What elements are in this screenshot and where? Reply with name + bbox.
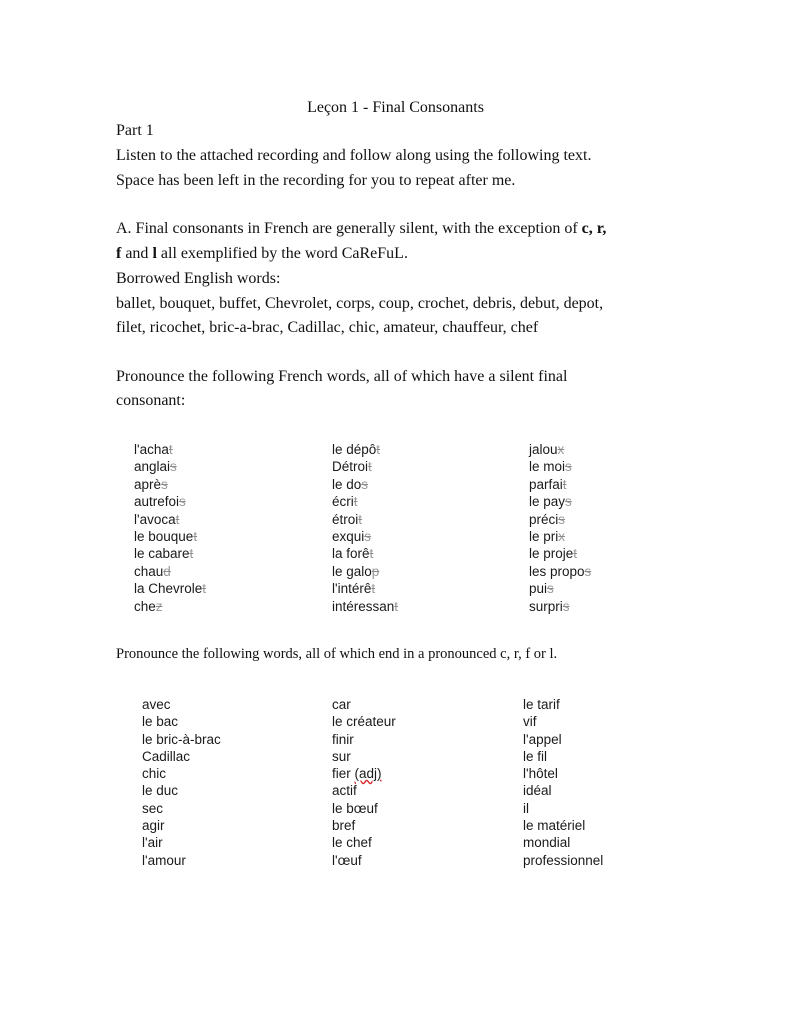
careful-text: all exemplified by the word CaReFuL. bbox=[156, 245, 408, 262]
part-label: Part 1 bbox=[116, 122, 154, 139]
and-text: and bbox=[121, 245, 153, 262]
intro-line-2: Space has been left in the recording for you to repeat after me. bbox=[116, 172, 516, 189]
section-a-bold-letters: c, r, bbox=[581, 220, 607, 237]
bold-f: f bbox=[116, 245, 122, 262]
pronounced-word: le bœuf bbox=[332, 800, 378, 816]
pronounced-word: sec bbox=[142, 800, 164, 816]
silent-word: intéressant bbox=[332, 598, 399, 614]
pronounced-instruction: Pronounce the following words, all of which end in a pronounced c, r, f or l. bbox=[116, 646, 558, 662]
pronounced-word: mondial bbox=[523, 835, 571, 851]
silent-word: l'avocat bbox=[134, 511, 180, 527]
borrowed-list-line-2: filet, ricochet, bric-a-brac, Cadillac, chic, amateur, chauffeur, chef bbox=[116, 319, 539, 336]
silent-words-column-2 bbox=[332, 441, 398, 615]
silent-word: l'achat bbox=[134, 442, 173, 457]
pronounced-word: Cadillac bbox=[142, 748, 191, 764]
pronounced-words-column-2 bbox=[332, 696, 396, 869]
silent-word: anglais bbox=[134, 459, 177, 475]
silent-word: la forêt bbox=[332, 546, 374, 562]
pronounced-word: le créateur bbox=[332, 714, 396, 730]
pronounced-word: vif bbox=[523, 714, 537, 730]
pronounced-word: chic bbox=[142, 766, 167, 782]
silent-word: le dos bbox=[332, 476, 369, 492]
silent-word: chaud bbox=[134, 563, 171, 579]
silent-word: la Chevrolet bbox=[134, 581, 207, 597]
silent-word: chez bbox=[134, 598, 163, 614]
silent-word: étroit bbox=[332, 511, 363, 527]
pronounced-word: le fil bbox=[523, 748, 548, 764]
intro-line-1: Listen to the attached recording and follow along using the following text. bbox=[116, 147, 592, 164]
pronounced-word: l'œuf bbox=[332, 852, 362, 868]
silent-word: le galop bbox=[332, 563, 380, 579]
silent-word: Détroit bbox=[332, 459, 372, 475]
pronounced-word: professionnel bbox=[523, 852, 604, 868]
silent-words-column-3 bbox=[529, 441, 591, 615]
silent-word: précis bbox=[529, 511, 566, 527]
silent-word: le cabaret bbox=[134, 546, 194, 562]
silent-word: l'intérêt bbox=[332, 581, 376, 597]
silent-word: le dépôt bbox=[332, 442, 381, 457]
section-a-text: A. Final consonants in French are generally silent, with the exception of bbox=[116, 220, 582, 237]
silent-word: le mois bbox=[529, 459, 572, 475]
silent-word: les propos bbox=[529, 563, 592, 579]
page-title: Leçon 1 - Final Consonants bbox=[307, 99, 484, 116]
pronounced-word: finir bbox=[332, 731, 354, 747]
pronounced-word: avec bbox=[142, 697, 171, 712]
silent-word: exquis bbox=[332, 528, 372, 544]
section-a-line-1 bbox=[116, 216, 676, 241]
pronounced-word: car bbox=[332, 697, 351, 712]
silent-word: le prix bbox=[529, 528, 566, 544]
borrowed-heading: Borrowed English words: bbox=[116, 270, 281, 287]
silent-word: parfait bbox=[529, 476, 567, 492]
pronounced-word: le chef bbox=[332, 835, 372, 851]
pronounced-word: le tarif bbox=[523, 697, 560, 712]
pronounced-word: actif bbox=[332, 783, 357, 799]
silent-words-column-1 bbox=[134, 441, 206, 615]
pronounced-word: bref bbox=[332, 818, 356, 834]
borrowed-list-line-1: ballet, bouquet, buffet, Chevrolet, corps, coup, crochet, debris, debut, depot, bbox=[116, 295, 604, 312]
silent-instruction-line-2: consonant: bbox=[116, 392, 186, 409]
pronounced-word: il bbox=[523, 800, 529, 816]
silent-word: surpris bbox=[529, 598, 570, 614]
pronounced-word: le bric-à-brac bbox=[142, 731, 221, 747]
pronounced-word: le duc bbox=[142, 783, 179, 799]
pronounced-word: sur bbox=[332, 748, 351, 764]
silent-word: jaloux bbox=[529, 442, 565, 457]
silent-word: après bbox=[134, 476, 168, 492]
silent-word: le bouquet bbox=[134, 528, 198, 544]
pronounced-words-column-1 bbox=[142, 696, 221, 869]
silent-word: autrefois bbox=[134, 494, 186, 510]
pronounced-word: agir bbox=[142, 818, 165, 834]
pronounced-words-column-3 bbox=[523, 696, 603, 869]
bold-l: l bbox=[152, 245, 157, 262]
pronounced-word: idéal bbox=[523, 783, 552, 799]
pronounced-word: l'hôtel bbox=[523, 766, 558, 782]
silent-instruction-line-1: Pronounce the following French words, all of which have a silent final bbox=[116, 368, 568, 385]
pronounced-word: l'air bbox=[142, 835, 163, 851]
section-a-line-2 bbox=[116, 241, 676, 266]
silent-word: puis bbox=[529, 581, 554, 597]
silent-word: écrit bbox=[332, 494, 358, 510]
silent-word: le pays bbox=[529, 494, 572, 510]
pronounced-word: fier (adj) bbox=[332, 766, 382, 782]
pronounced-word: l'appel bbox=[523, 731, 562, 747]
pronounced-word: l'amour bbox=[142, 852, 186, 868]
pronounced-word: le bac bbox=[142, 714, 179, 730]
silent-word: le projet bbox=[529, 546, 578, 562]
pronounced-word: le matériel bbox=[523, 818, 586, 834]
